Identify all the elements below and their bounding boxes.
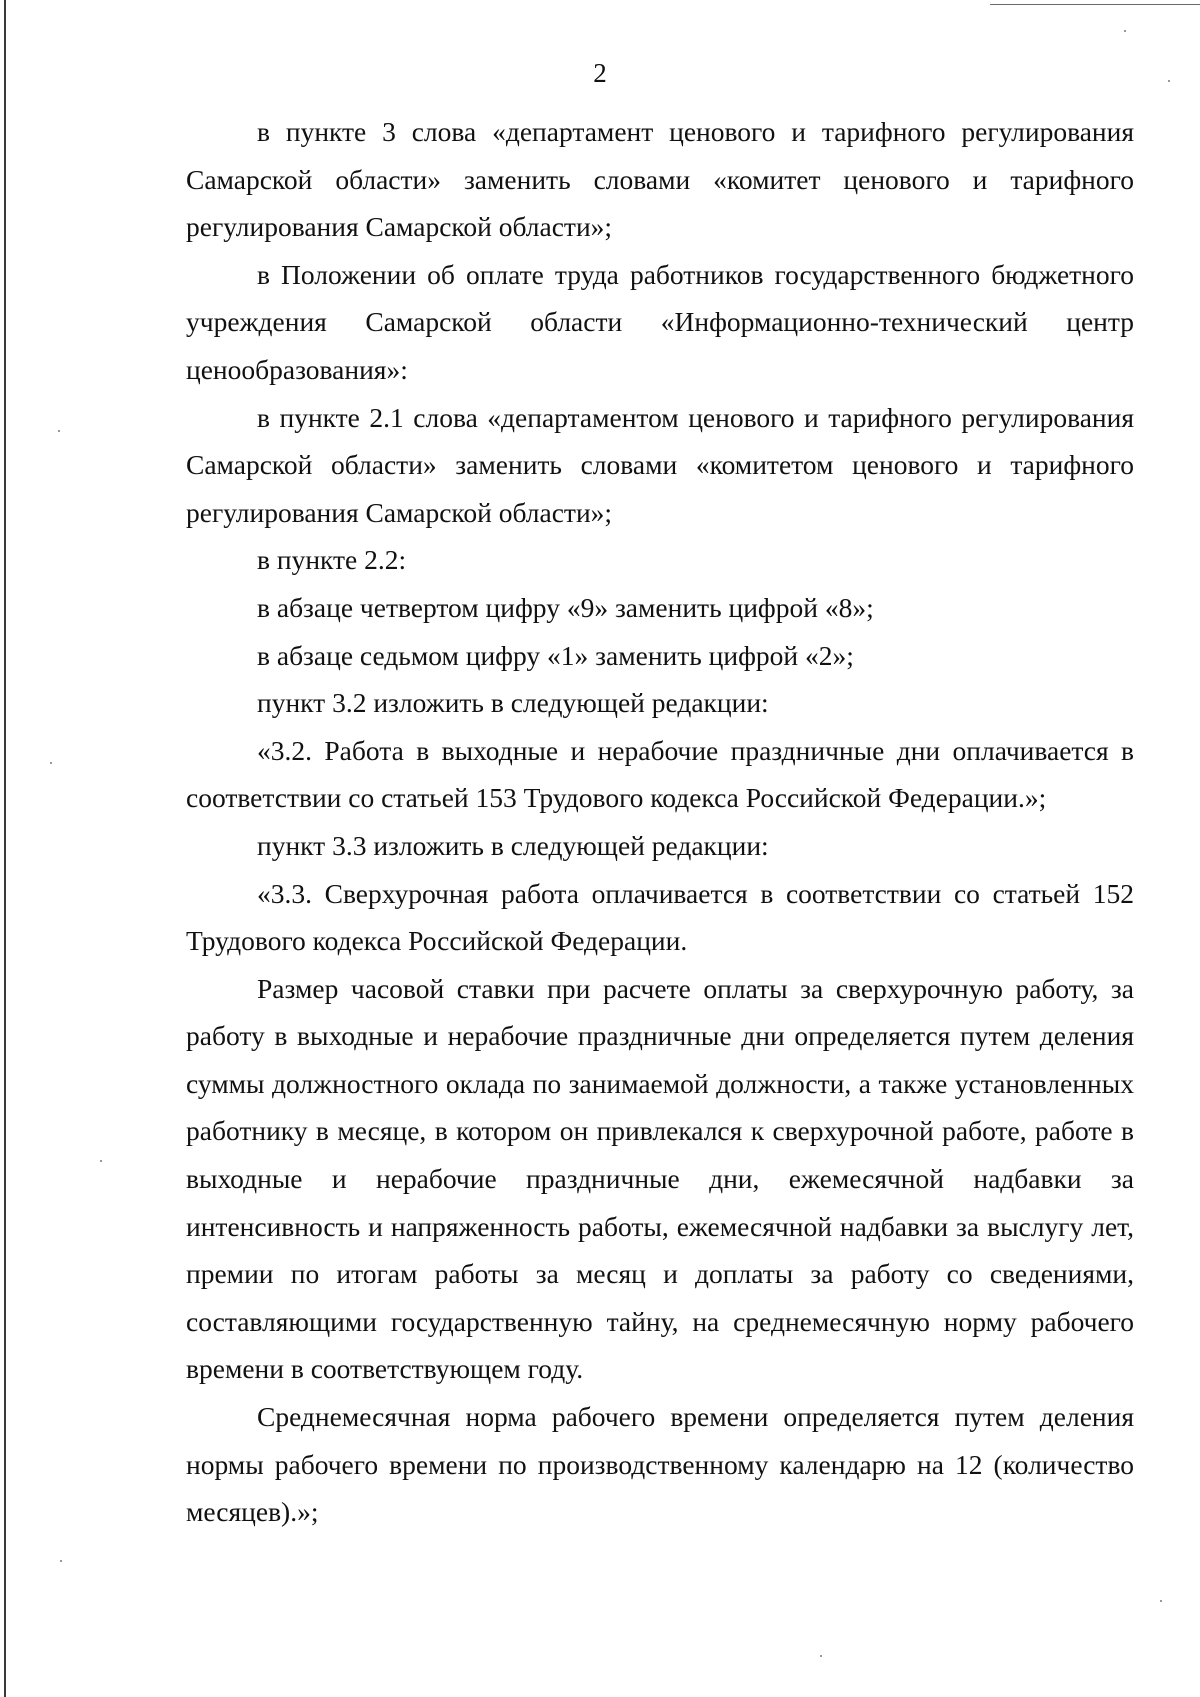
paragraph-7: пункт 3.2 изложить в следующей редакции: [257,687,769,719]
scan-speck [820,1655,822,1657]
scan-edge-top [990,4,1200,5]
paragraph-8: «3.2. Работа в выходные и нерабочие праздничные дни оплачивается в соответствии со статьей 153 Трудового кодекса Российской Федерации.»; [186,734,1134,814]
document-body [186,108,1134,1536]
paragraph-10: «3.3. Сверхурочная работа оплачивается в соответствии со статьей 152 Трудового кодекса Российской Федерации. [186,877,1134,957]
scan-speck [100,1160,102,1162]
paragraph-4: в пункте 2.2: [257,544,407,576]
scan-speck [60,1560,62,1562]
scan-speck [1124,30,1126,32]
scan-speck [58,430,60,432]
paragraph-12: Среднемесячная норма рабочего времени определяется путем деления нормы рабочего времени по производственному календарю на 12 (количество месяцев).»; [186,1401,1134,1528]
scan-speck [1168,80,1170,82]
paragraph-2: в Положении об оплате труда работников государственного бюджетного учреждения Самарской области «Информационно-технический центр ценообразования»: [186,258,1134,385]
paragraph-3: в пункте 2.1 слова «департаментом ценового и тарифного регулирования Самарской области» заменить словами «комитетом ценового и тарифного регулирования Самарской области»; [186,401,1134,528]
paragraph-1: в пункте 3 слова «департамент ценового и тарифного регулирования Самарской области» заменить словами «комитет ценового и тарифного регулирования Самарской области»; [186,116,1134,243]
paragraph-6: в абзаце седьмом цифру «1» заменить цифрой «2»; [257,639,854,671]
paragraph-5: в абзаце четвертом цифру «9» заменить цифрой «8»; [257,591,874,623]
scan-speck [50,762,52,764]
paragraph-9: пункт 3.3 изложить в следующей редакции: [257,829,769,861]
scan-edge-left [4,0,6,1697]
paragraph-11: Размер часовой ставки при расчете оплаты за сверхурочную работу, за работу в выходные и нерабочие праздничные дни определяется путем деления суммы должностного оклада по занимаемой должности, а также установленных работнику в месяце, в котором он привлекался к сверхурочной работе, работе в выходные и нерабочие праздничные дни, ежемесячной надбавки за интенсивность и напряженность работы, ежемесячной надбавки за выслугу лет, премии по итогам работы за месяц и доплаты за работу со сведениями, составляющими государственную тайну, на среднемесячную норму рабочего времени в соответствующем году. [186,972,1134,1385]
page-number: 2 [593,58,607,88]
scan-speck [1160,1600,1162,1602]
